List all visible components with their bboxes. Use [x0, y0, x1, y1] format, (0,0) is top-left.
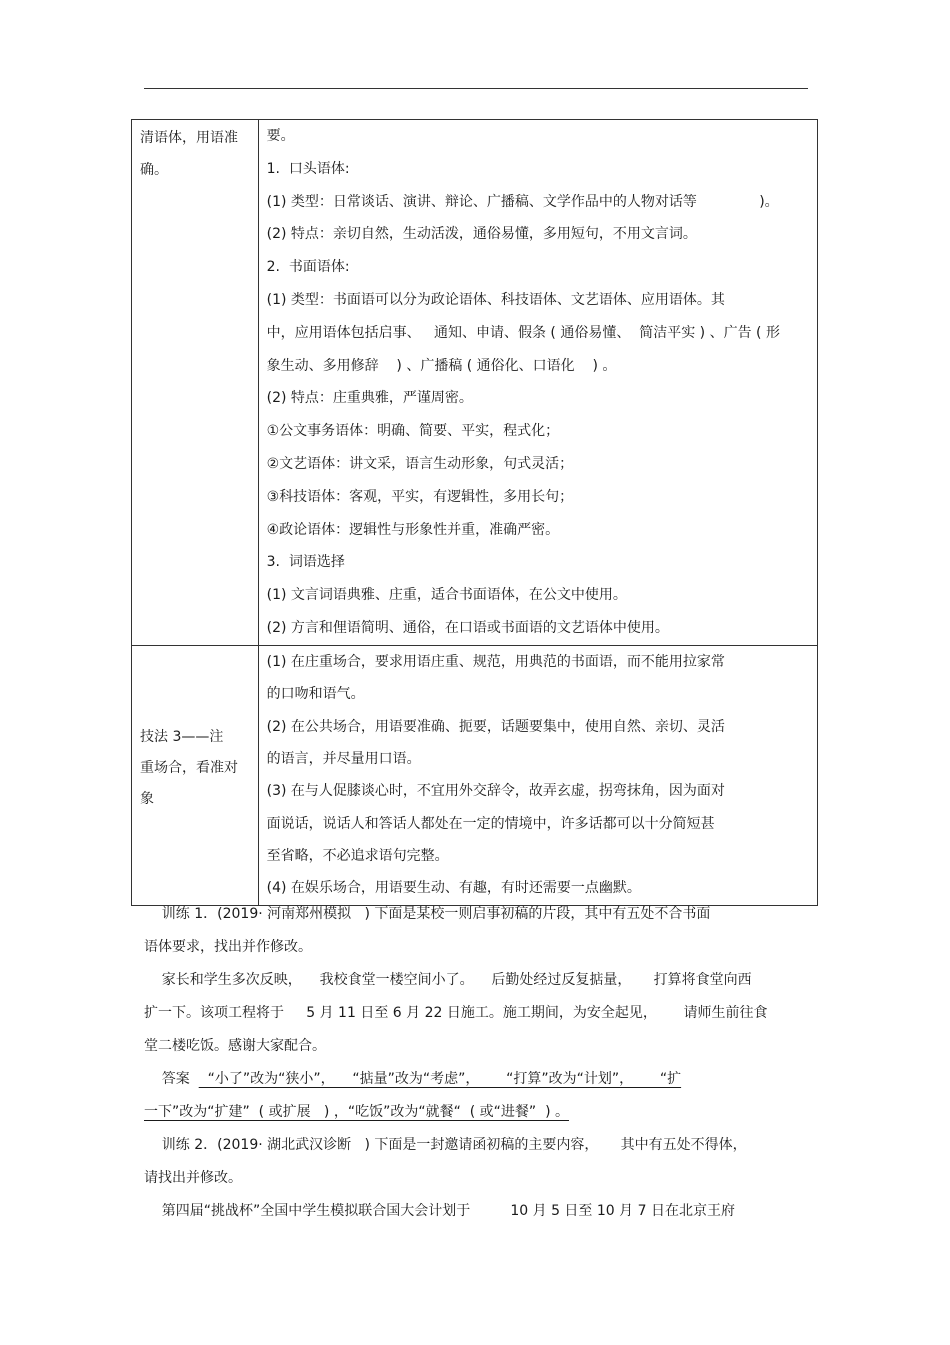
training2-passage: 第四届“挑战杯”全国中学生模拟联合国大会计划于 10 月 5 日至 10 月 7 日在北京王府: [144, 1203, 735, 1219]
training1-answer-cont: [144, 1100, 808, 1124]
training1-question-cont: 语体要求，找出并作修改。: [144, 939, 312, 955]
row2-line: 的口吻和语气。: [266, 686, 365, 703]
row1-line: 2. 书面语体:: [266, 259, 350, 276]
row1-line: 1. 口头语体:: [266, 160, 350, 177]
header-rule: [144, 88, 808, 89]
training2-question-cont: 请找出并修改。: [144, 1170, 242, 1186]
table-cell-left: [132, 120, 259, 646]
answer-text: “小了”改为“狭小”， “掂量”改为“考虑”， “打算”改为“计划”， “扩: [198, 1071, 682, 1087]
table-cell-right: [258, 120, 817, 646]
row2-line: (4) 在娱乐场合，用语要生动、有趣，有时还需要一点幽默。: [266, 880, 641, 897]
table-cell-right: [258, 645, 817, 905]
table-row: [132, 645, 818, 905]
row1-line: 象生动、多用修辞 ) 、广播稿 ( 通俗化、口语化 ) 。: [266, 357, 617, 374]
training1-passage: 扩一下。该项工程将于 5 月 11 日至 6 月 22 日施工。施工期间，为安全起见， 请师生前往食: [144, 1005, 768, 1021]
training1-answer: [144, 1067, 808, 1091]
training1-passage: 堂二楼吃饭。感谢大家配合。: [144, 1038, 326, 1054]
training2-question: 训练 2．(2019· 湖北武汉诊断 ) 下面是一封邀请函初稿的主要内容， 其中有五处不得体，: [144, 1137, 747, 1153]
row1-line: ①公文事务语体：明确、简要、平实，程式化；: [266, 423, 560, 440]
row1-line: 中，应用语体包括启事、 通知、申请、假条 ( 通俗易懂、 简洁平实 ) 、广告 ( 形: [266, 324, 780, 341]
row1-line: (1) 文言词语典雅、庄重，适合书面语体，在公文中使用。: [266, 587, 627, 604]
row1-line: (1) 类型：书面语可以分为政论语体、科技语体、文艺语体、应用语体。其: [266, 291, 725, 308]
knowledge-table: [131, 119, 818, 906]
row2-line: 面说话，说话人和答话人都处在一定的情境中，许多话都可以十分简短甚: [266, 815, 715, 832]
row2-line: 至省略，不必追求语句完整。: [266, 848, 449, 865]
row1-line: 要。: [266, 128, 295, 144]
row1-line: (2) 方言和俚语简明、通俗，在口语或书面语的文艺语体中使用。: [266, 619, 669, 636]
answer-label: 答案: [144, 1071, 199, 1087]
row1-line: ③科技语体：客观，平实，有逻辑性，多用长句；: [266, 488, 574, 505]
row1-line: 3. 词语选择: [266, 554, 345, 571]
answer-text: 一下”改为“扩建” ( 或扩展 ) ，“吃饭”改为“就餐“ ( 或“进餐” ) 。: [144, 1104, 569, 1120]
training1-passage: 家长和学生多次反映， 我校食堂一楼空间小了。 后勤处经过反复掂量， 打算将食堂向西: [144, 972, 752, 988]
row2-line: (1) 在庄重场合，要求用语庄重、规范，用典范的书面语，而不能用拉家常: [266, 653, 725, 670]
row2-left-line: 重场合，看准对: [140, 759, 238, 776]
table-cell-left: [132, 645, 259, 905]
row1-line: (1) 类型：日常谈话、演讲、辩论、广播稿、文学作品中的人物对话等 )。: [266, 193, 779, 210]
row1-left-line: 清语体，用语准: [140, 130, 238, 146]
row2-line: 的语言，并尽量用口语。: [266, 750, 421, 767]
row2-left-line: 象: [140, 790, 154, 807]
row1-line: ④政论语体：逻辑性与形象性并重，准确严密。: [266, 521, 560, 538]
row2-line: (3) 在与人促膝谈心时，不宜用外交辞令，故弄玄虚，拐弯抹角，因为面对: [266, 783, 725, 800]
row1-left-line: 确。: [140, 162, 168, 178]
training1-question: 训练 1．(2019· 河南郑州模拟 ) 下面是某校一则启事初稿的片段，其中有五处不合书面: [144, 906, 711, 922]
row1-line: ②文艺语体：讲文采，语言生动形象，句式灵活；: [266, 455, 574, 472]
row1-line: (2) 特点：庄重典雅，严谨周密。: [266, 390, 473, 407]
table-row: [132, 120, 818, 646]
row2-left-line: 技法 3——注: [140, 728, 224, 745]
row2-line: (2) 在公共场合，用语要准确、扼要，话题要集中，使用自然、亲切、灵活: [266, 718, 725, 735]
row1-line: (2) 特点：亲切自然，生动活泼，通俗易懂，多用短句，不用文言词。: [266, 226, 697, 243]
